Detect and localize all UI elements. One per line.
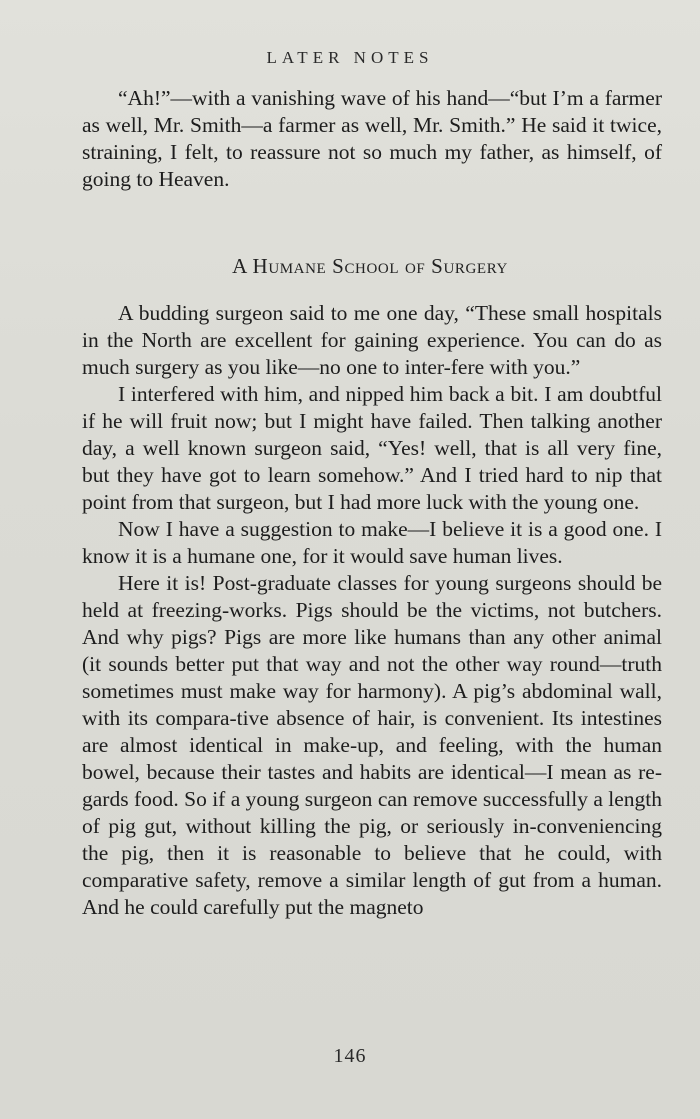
paragraph: I interfered with him, and nipped him back a bit. I am doubtful if he will fruit now; but I might have failed. Then talking another day, a well known surgeon said, “Yes! well, that is all very fine, but they have got to learn somehow.” And I tried hard to nip that point from that surgeon, but I had more luck with the young one.	[82, 382, 662, 514]
opening-paragraph: “Ah!”—with a vanishing wave of his hand—“but I’m a farmer as well, Mr. Smith—a farmer as well, Mr. Smith.” He said it twice, straining, I felt, to reassure not so much my father, as himself, of going to Heaven.	[82, 86, 662, 191]
section-title: A Humane School of Surgery	[232, 254, 508, 278]
opening-text	[82, 85, 662, 193]
running-head: LATER NOTES	[266, 48, 434, 67]
page-number: 146	[333, 1045, 367, 1067]
paragraph: A budding surgeon said to me one day, “These small hospitals in the North are excellent for gaining experience. You can do as much surgery as you like—no one to inter-fere with you.”	[82, 301, 662, 379]
paragraph: Here it is! Post-graduate classes for young surgeons should be held at freezing-works. Pigs should be the victims, not butchers. And why pigs? Pigs are more like humans than any other animal (it sounds better put that way and not the other way round—truth sometimes must make way for harmony). A pig’s abdominal wall, with its compara-tive absence of hair, is convenient. Its intestines are almost identical in make-up, and feeling, with the human bowel, because their tastes and habits are identical—I mean as re-gards food. So if a young surgeon can remove successfully a length of pig gut, without killing the pig, or seriously in-conveniencing the pig, then it is reasonable to believe that he could, with comparative safety, remove a similar length of gut from a human. And he could carefully put the magneto	[82, 571, 662, 919]
section-body	[82, 300, 662, 921]
paragraph: Now I have a suggestion to make—I believe it is a good one. I know it is a humane one, for it would save human lives.	[82, 517, 662, 568]
